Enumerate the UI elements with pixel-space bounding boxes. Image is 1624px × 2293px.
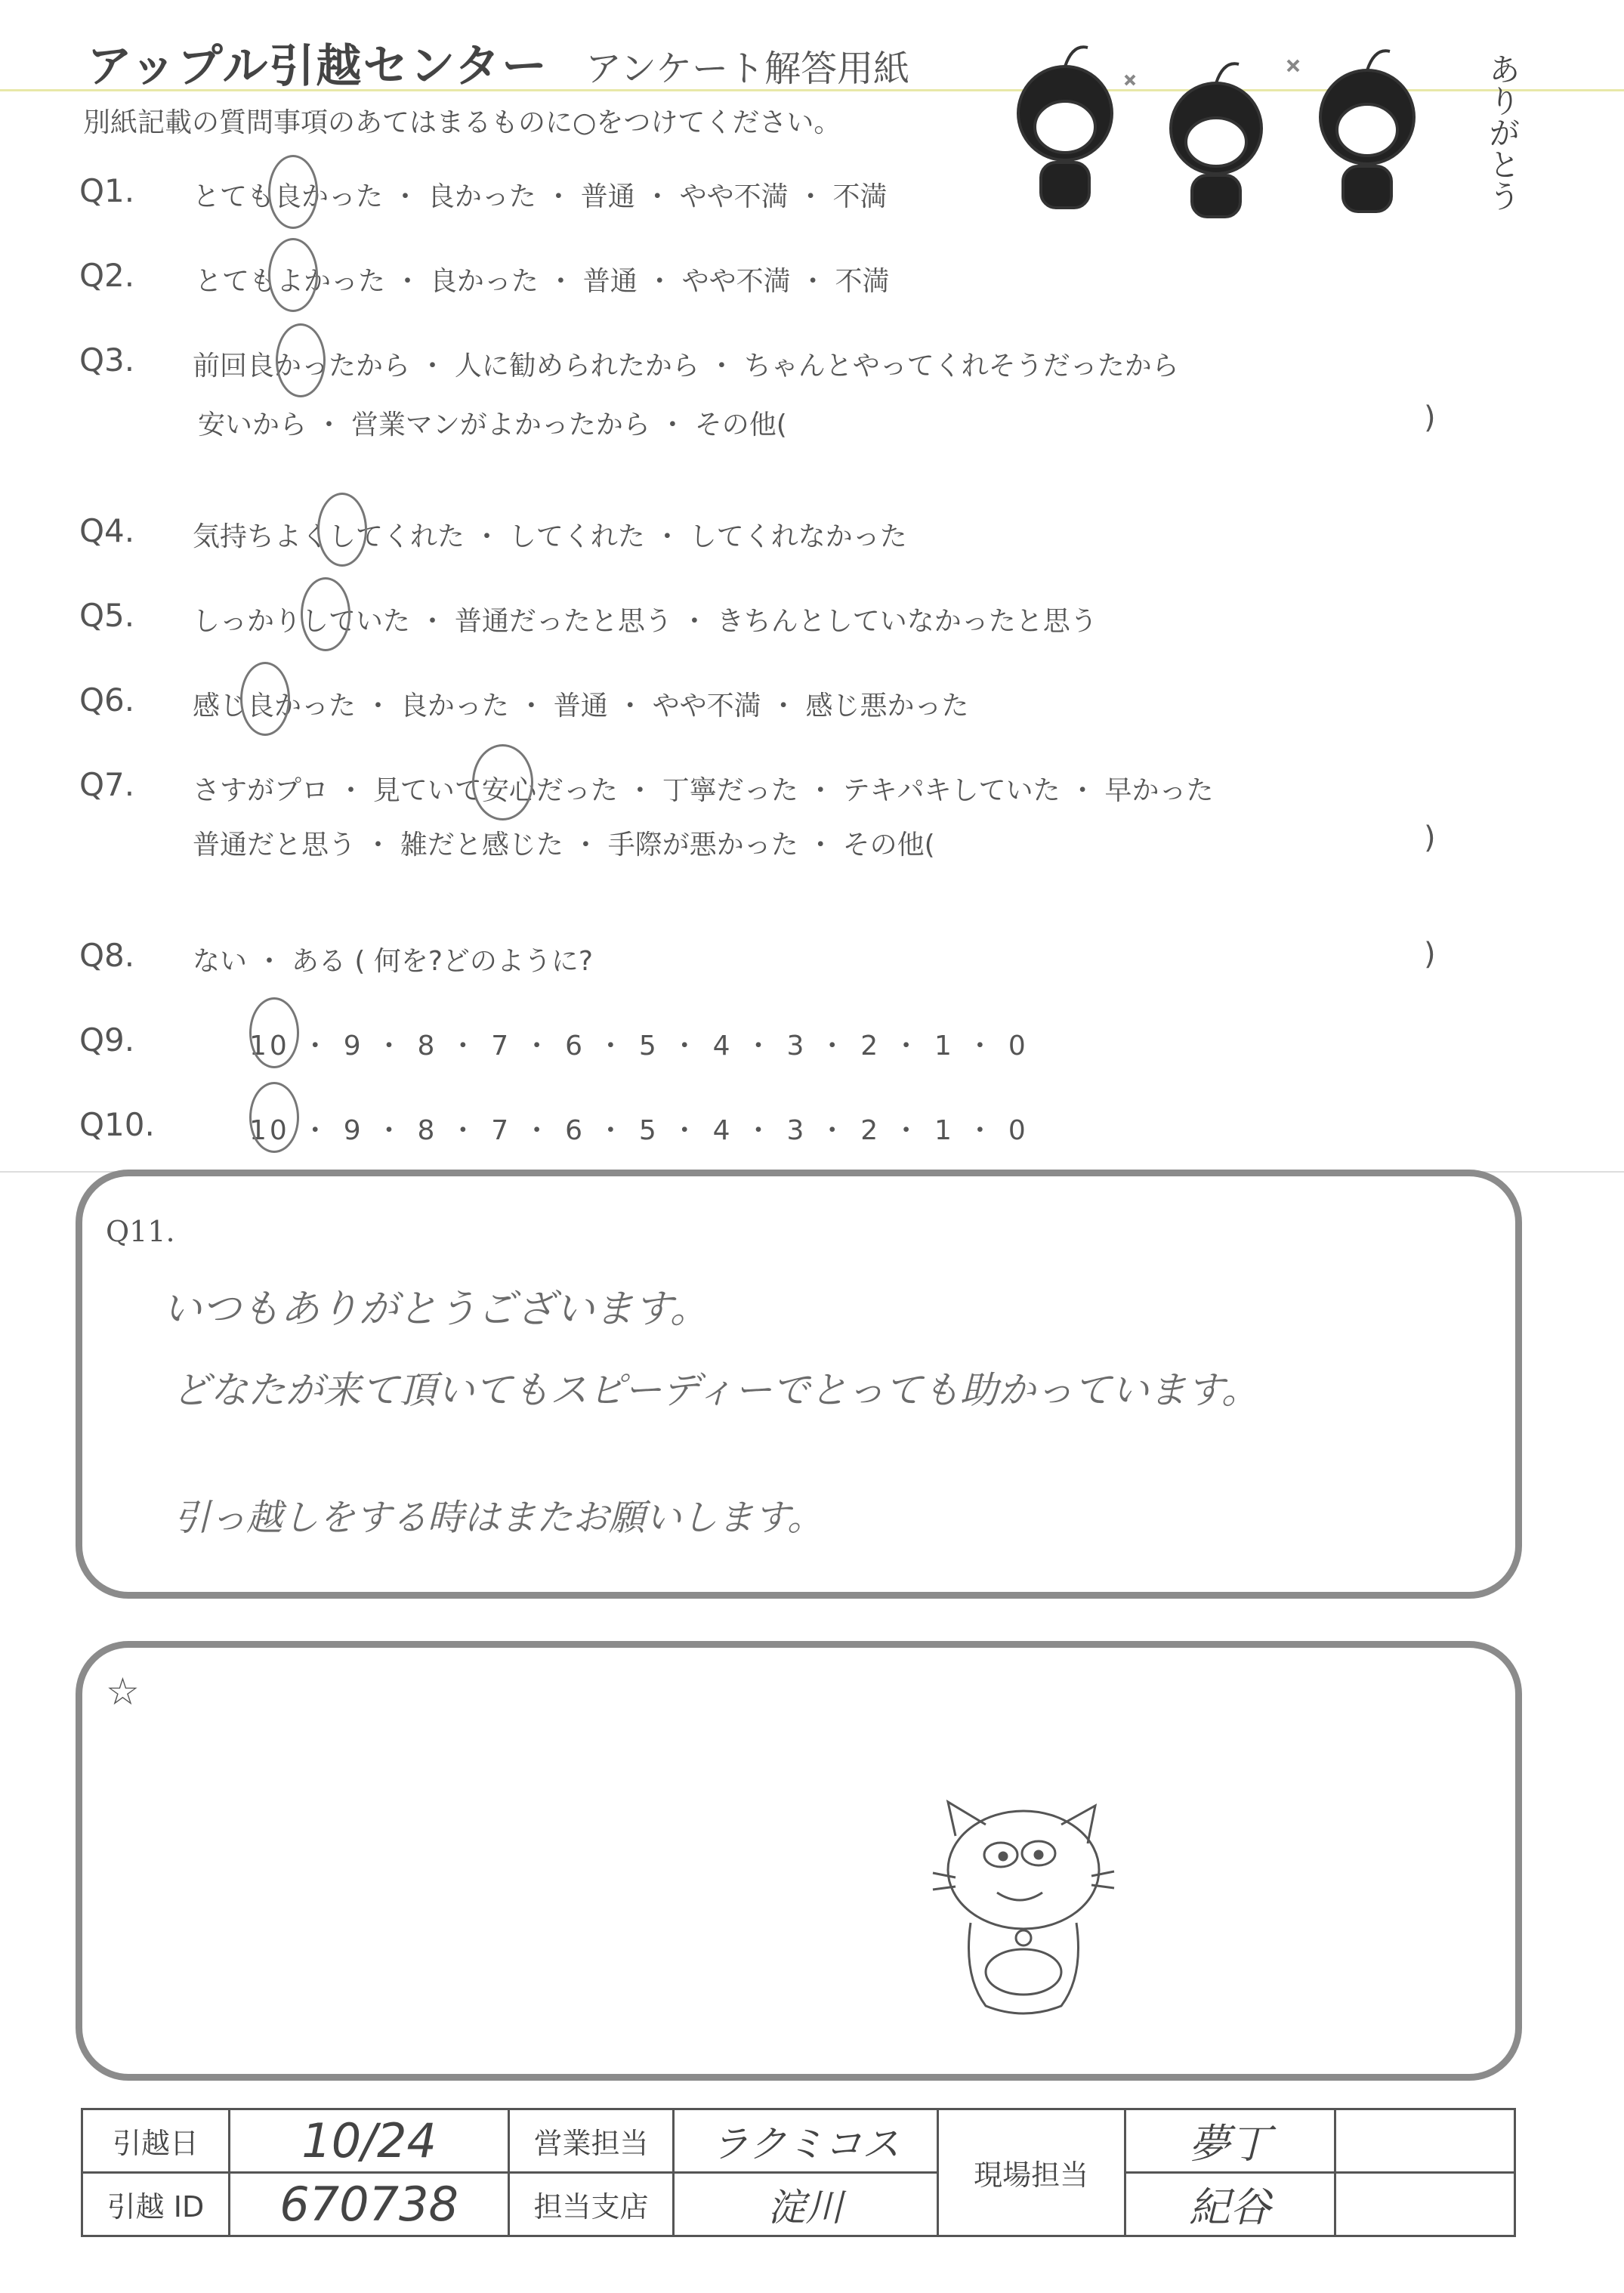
q5-selection-circle — [301, 577, 350, 651]
move-id-value: 670738 — [229, 2173, 508, 2236]
q11-comment-line2: どなたが来て頂いてもスピーディーでとっても助かっています。 — [172, 1368, 1259, 1412]
q9-scale: 10 ・ 9 ・ 8 ・ 7 ・ 6 ・ 5 ・ 4 ・ 3 ・ 2 ・ 1 ・ 0 — [249, 1031, 1029, 1062]
q10-number: Q10. — [79, 1106, 155, 1143]
move-id-label: 引越 ID — [82, 2173, 230, 2236]
q10-scale: 10 ・ 9 ・ 8 ・ 7 ・ 6 ・ 5 ・ 4 ・ 3 ・ 2 ・ 1 ・ 0 — [249, 1115, 1029, 1146]
q9-number: Q9. — [79, 1021, 135, 1058]
q10-selection-circle — [249, 1082, 299, 1153]
q2-options: とてもよかった ・ 良かった ・ 普通 ・ やや不満 ・ 不満 — [195, 266, 890, 297]
mascot-caption: ありがとう — [1484, 53, 1521, 212]
q11-comment-line1: いつもありがとうございます。 — [162, 1287, 709, 1332]
q7-other-close: ) — [1424, 820, 1436, 855]
q5-number: Q5. — [79, 597, 135, 634]
instruction-text: 別紙記載の質問事項のあてはまるものに○をつけてください。 — [83, 107, 841, 138]
move-info-table — [81, 2108, 1516, 2237]
site-staff-value-1: 夢丁 — [1125, 2109, 1335, 2173]
q4-selection-circle — [317, 493, 367, 567]
branch-value: 淀川 — [673, 2173, 937, 2236]
q6-selection-circle — [240, 662, 290, 736]
q8-detail-close: ) — [1424, 937, 1436, 972]
extra-cell-1 — [1335, 2109, 1515, 2173]
mascot-illustration — [990, 30, 1473, 234]
q7-options-line2: 普通だと思う ・ 雑だと感じた ・ 手際が悪かった ・ その他( — [193, 830, 935, 861]
q3-selection-circle — [276, 323, 326, 397]
q1-number: Q1. — [79, 172, 135, 209]
q3-options-line1: 前回良かったから ・ 人に勧められたから ・ ちゃんとやってくれそうだったから — [193, 351, 1179, 382]
extra-cell-2 — [1335, 2173, 1515, 2236]
q7-selection-circle — [472, 744, 533, 820]
q2-number: Q2. — [79, 257, 135, 294]
form-subtitle: アンケート解答用紙 — [585, 48, 910, 90]
q7-number: Q7. — [79, 766, 135, 803]
branch-label: 担当支店 — [509, 2173, 673, 2236]
q1-options: とても良かった ・ 良かった ・ 普通 ・ やや不満 ・ 不満 — [193, 181, 888, 212]
q9-selection-circle — [249, 997, 299, 1068]
q5-options: しっかりしていた ・ 普通だったと思う ・ きちんとしていなかったと思う — [193, 606, 1098, 637]
star-drawing-box — [76, 1641, 1522, 2081]
q3-number: Q3. — [79, 341, 135, 379]
move-date-value: 10/24 — [229, 2109, 508, 2173]
sales-rep-label: 営業担当 — [509, 2109, 673, 2173]
cat-drawing-icon — [925, 1794, 1122, 2029]
star-label: ☆ — [106, 1670, 140, 1714]
q11-label: Q11. — [106, 1215, 175, 1248]
q8-options: ない ・ ある ( 何を?どのように? — [193, 946, 594, 977]
q4-options: 気持ちよくしてくれた ・ してくれた ・ してくれなかった — [193, 521, 907, 552]
site-staff-value-2: 紀谷 — [1125, 2173, 1335, 2236]
q3-other-close: ) — [1424, 400, 1436, 435]
q3-options-line2: 安いから ・ 営業マンがよかったから ・ その他( — [198, 409, 787, 440]
q2-selection-circle — [268, 238, 318, 312]
site-staff-label: 現場担当 — [937, 2109, 1125, 2236]
q6-options: 感じ良かった ・ 良かった ・ 普通 ・ やや不満 ・ 感じ悪かった — [193, 691, 969, 722]
q7-options-line1: さすがプロ ・ 見ていて安心だった ・ 丁寧だった ・ テキパキしていた ・ 早かった — [193, 775, 1214, 806]
q6-number: Q6. — [79, 681, 135, 718]
q1-selection-circle — [268, 155, 318, 229]
q11-comment-line3: 引っ越しをする時はまたお願いします。 — [174, 1497, 824, 1539]
brand-title: アップル引越センター — [87, 40, 548, 93]
sales-rep-value: ラクミコス — [673, 2109, 937, 2173]
q8-number: Q8. — [79, 937, 135, 974]
move-date-label: 引越日 — [82, 2109, 230, 2173]
q4-number: Q4. — [79, 512, 135, 549]
